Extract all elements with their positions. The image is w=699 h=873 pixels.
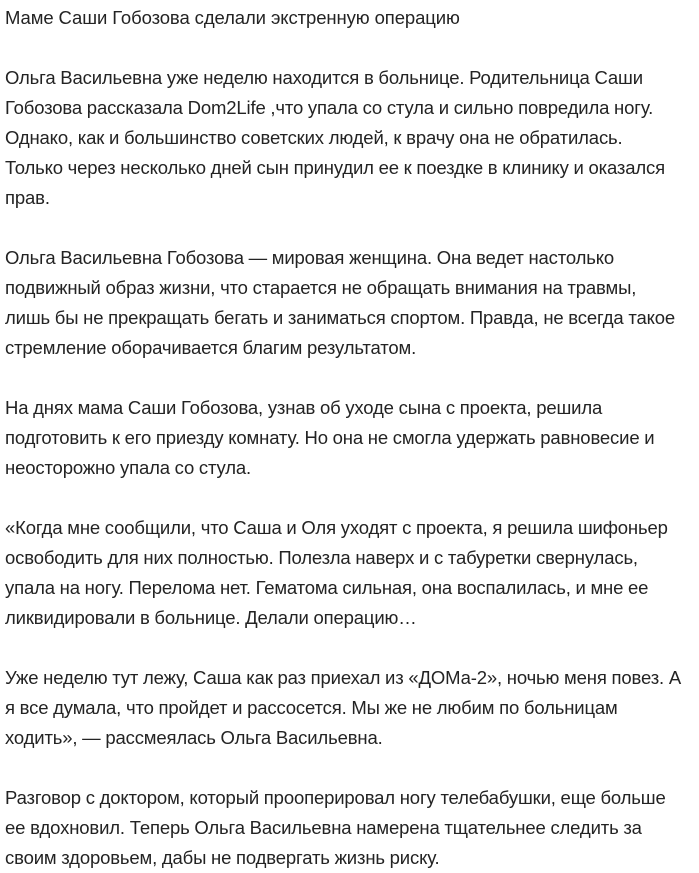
article-paragraph: Ольга Васильевна уже неделю находится в больнице. Родительница Саши Гобозова рассказала Dom2Life ,что упала со стула и сильно повредила ногу. Однако, как и большинство советских людей, к врачу она не обратилась. Только через несколько дней сын принудил ее к поездке в клинику и оказался прав. <box>5 67 666 208</box>
title-body-spacer <box>5 33 685 63</box>
article-paragraph: Ольга Васильевна Гобозова — мировая женщина. Она ведет настолько подвижный образ жизни, что старается не обращать внимания на травмы, лишь бы не прекращать бегать и заниматься спортом. Правда, не всегда такое стремление оборачивается благим результатом. <box>5 247 676 358</box>
article-paragraph-quote: Уже неделю тут лежу, Саша как раз приехал из «ДОМа-2», ночью меня повез. А я все думала, что пройдет и рассосется. Мы же не любим по больницам ходить», — рассмеялась Ольга Васильевна. <box>5 667 682 748</box>
page-title: Маме Саши Гобозова сделали экстренную операцию <box>5 7 460 28</box>
article-paragraph: На днях мама Саши Гобозова, узнав об уходе сына с проекта, решила подготовить к его приезду комнату. Но она не смогла удержать равновесие и неосторожно упала со стула. <box>5 397 655 478</box>
article-paragraph: Разговор с доктором, который прооперировал ногу телебабушки, еще больше ее вдохновил. Теперь Ольга Васильевна намерена тщательнее следить за своим здоровьем, дабы не подвергать жизнь риску. <box>5 787 666 868</box>
article-paragraph-quote: «Когда мне сообщили, что Саша и Оля уходят с проекта, я решила шифоньер освободить для них полностью. Полезла наверх и с табуретки свернулась, упала на ногу. Перелома нет. Гематома сильная, она воспалилась, и мне ее ликвидировали в больнице. Делали операцию… <box>5 517 668 628</box>
